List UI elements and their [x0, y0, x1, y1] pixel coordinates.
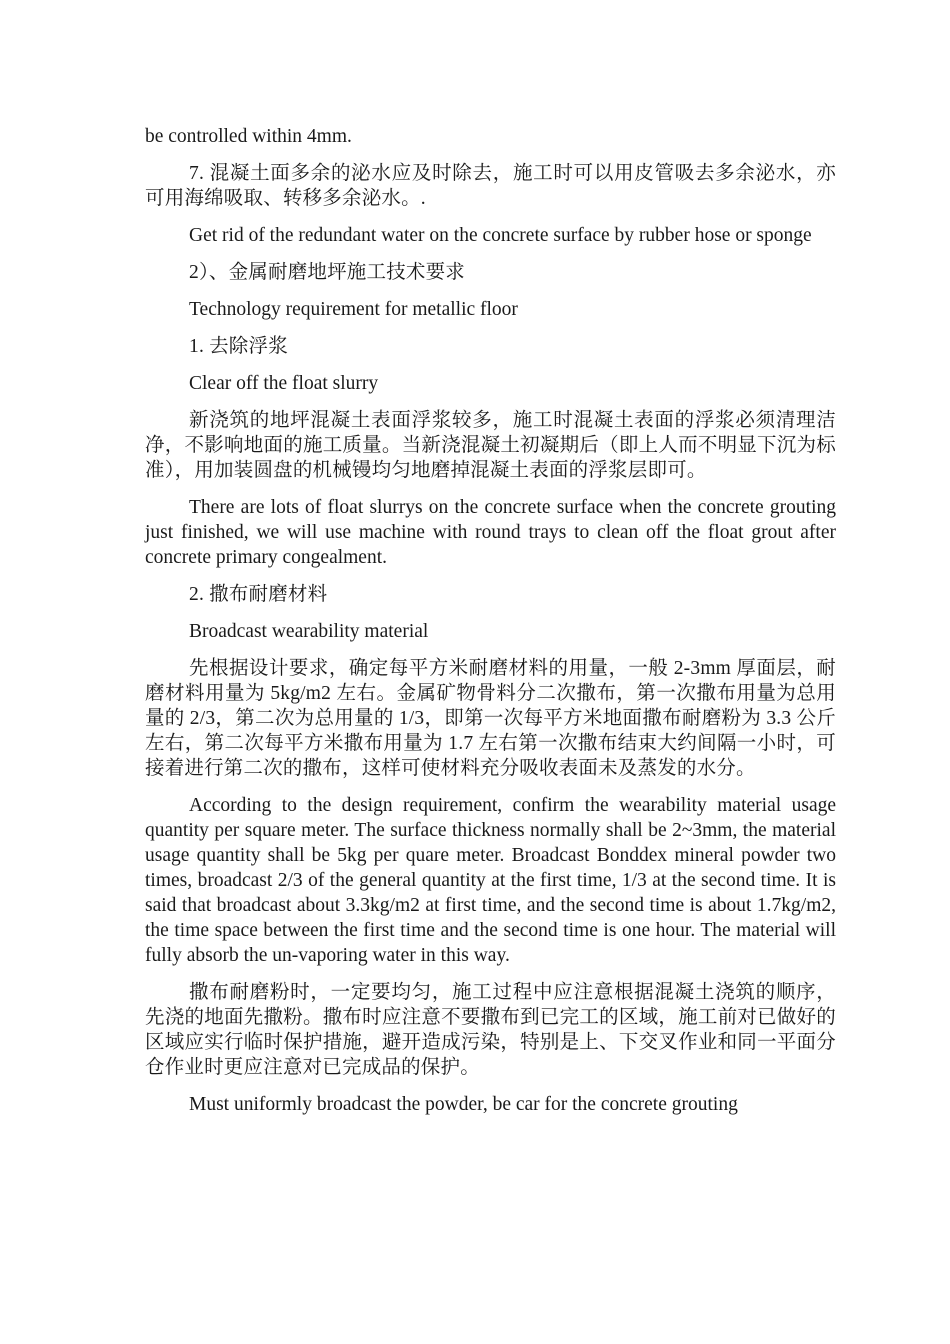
paragraph-float-slurry-cn: 新浇筑的地坪混凝土表面浮浆较多，施工时混凝土表面的浮浆必须清理洁净，不影响地面的施工质量。当新浇混凝土初凝期后（即上人而不明显下沉为标准），用加装圆盘的机械镘均匀地磨掉混凝土表面的浮浆层即可。 [145, 410, 836, 481]
paragraph-float-slurry-en: There are lots of float slurrys on the concrete surface when the concrete grouting just finished, we will use machine with round trays to clean off the float grout after concrete primary congealment. [145, 497, 836, 568]
subheading-1-english: Clear off the float slurry [189, 373, 379, 394]
paragraph-1: be controlled within 4mm. [145, 126, 352, 147]
paragraph-uniform-en: Must uniformly broadcast the powder, be car for the concrete grouting [189, 1094, 738, 1115]
paragraph-uniform-cn: 撒布耐磨粉时，一定要均匀，施工过程中应注意根据混凝土浇筑的顺序，先浇的地面先撒粉。撒布时应注意不要撒布到已完工的区域，施工前对已做好的区域应实行临时保护措施，避开造成污染，特别是上、下交叉作业和同一平面分仓作业时更应注意对已完成品的保护。 [145, 982, 836, 1078]
paragraph-2: 7. 混凝土面多余的泌水应及时除去，施工时可以用皮管吸去多余泌水，亦可用海绵吸取、转移多余泌水。. [145, 163, 836, 209]
paragraph-3: Get rid of the redundant water on the concrete surface by rubber hose or sponge [189, 225, 812, 246]
paragraph-broadcast-cn: 先根据设计要求，确定每平方米耐磨材料的用量，一般 2-3mm 厚面层，耐磨材料用量为 5kg/m2 左右。金属矿物骨料分二次撒布，第一次撒布用量为总用量的 2/3，第二次为总用量的 1/3，即第一次每平方米地面撒布耐磨粉为 3.3 公斤左右，第二次每平方米撒布用量为 1.7 左右第一次撒布结束大约间隔一小时，可接着进行第二次的撒布，这样可使材料充分吸收表面未及蒸发的水分。 [145, 658, 836, 779]
subheading-1: 1. 去除浮浆 [189, 336, 288, 357]
subheading-2-english: Broadcast wearability material [189, 621, 429, 642]
document-page [145, 124, 836, 1129]
section-heading: 2）、金属耐磨地坪施工技术要求 [189, 262, 466, 283]
paragraph-broadcast-en: According to the design requirement, confirm the wearability material usage quantity per square meter. The surface thickness normally shall be 2~3mm, the material usage quantity shall be 5kg per quare meter. Broadcast Bonddex mineral powder two times, broadcast 2/3 of the general quantity at the first time, 1/3 at the second time. It is said that broadcast about 3.3kg/m2 at first time, and the second time is about 1.7kg/m2, the time space between the first time and the second time is one hour. The material will fully absorb the un-vaporing water in this way. [145, 795, 836, 966]
subheading-2: 2. 撒布耐磨材料 [189, 584, 328, 605]
section-heading-english: Technology requirement for metallic floor [189, 299, 518, 320]
